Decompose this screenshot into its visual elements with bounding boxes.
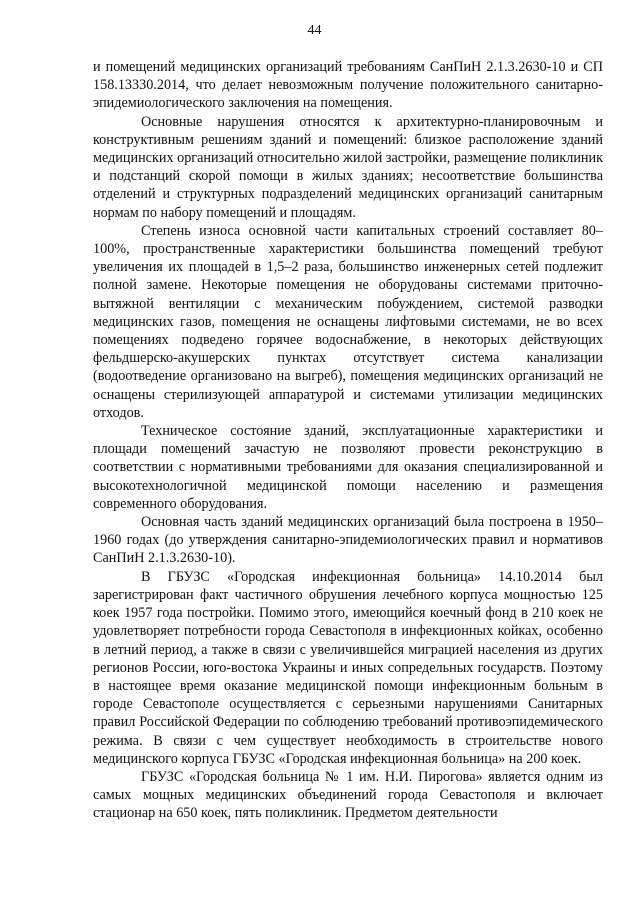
- paragraph-building-wear: Степень износа основной части капитальных строений составляет 80–100%, пространственные характеристики большинства помещений требуют увеличения их площадей в 1,5–2 раза, большинство инженерных сетей подлежит полной замене. Некоторые помещения не оборудованы системами приточно-вытяжной вентиляции с механическим побуждением, системой разводки медицинских газов, помещения не оснащены лифтовыми системами, не во всех помещениях подведено горячее водоснабжение, в некоторых действующих фельдшерско-акушерских пунктах отсутствует система канализации (водоотведение организовано на выгреб), помещения медицинских организаций не оснащены стерилизующей аппаратурой и системами утилизации медицинских отходов.: [93, 222, 603, 421]
- paragraph-pirogov-hospital: ГБУЗС «Городская больница № 1 им. Н.И. Пирогова» является одним из самых мощных медицинских объединений города Севастополя и включает стационар на 650 коек, пять поликлиник. Предметом деятельности: [93, 768, 603, 822]
- paragraph-continuation: и помещений медицинских организаций требованиям СанПиН 2.1.3.2630-10 и СП 158.13330.2014, что делает невозможным получение положительного санитарно-эпидемиологического заключения на помещения.: [93, 59, 603, 112]
- page-number: 44: [307, 23, 322, 38]
- paragraph-construction-years: Основная часть зданий медицинских организаций была построена в 1950–1960 годах (до утверждения санитарно-эпидемиологических правил и нормативов СанПиН 2.1.3.2630-10).: [93, 514, 603, 567]
- paragraph-main-violations: Основные нарушения относятся к архитектурно-планировочным и конструктивным решениям зданий и помещений: близкое расположение зданий медицинских организаций относительно жилой застройки, размещение поликлиник и подстанций скорой помощи в жилых зданиях; несоответствие большинства отделений и структурных подразделений медицинских организаций санитарным нормам по набору помещений и площадям.: [93, 113, 603, 221]
- paragraph-infectious-hospital: В ГБУЗС «Городская инфекционная больница» 14.10.2014 был зарегистрирован факт частичного обрушения лечебного корпуса мощностью 125 коек 1957 года постройки. Помимо этого, имеющийся коечный фонд в 210 коек не удовлетворяет потребности города Севастополя в инфекционных койках, особенно в летний период, а также в связи с увеличившейся миграцией населения из других регионов России, юго-востока Украины и иных сопредельных государств. Поэтому в настоящее время оказание медицинской помощи инфекционным больным в городе Севастополе осуществляется с серьезными нарушениями Санитарных правил Российской Федерации по соблюдению требований противоэпидемического режима. В связи с чем существует необходимость в строительстве нового медицинского корпуса ГБУЗС «Городская инфекционная больница» на 200 коек.: [93, 568, 603, 767]
- paragraph-technical-state: Техническое состояние зданий, эксплуатационные характеристики и площади помещений зачастую не позволяют провести реконструкцию в соответствии с нормативными требованиями для оказания специализированной и высокотехнологичной медицинской помощи населению и размещения современного оборудования.: [93, 423, 603, 512]
- document-body: [93, 58, 603, 823]
